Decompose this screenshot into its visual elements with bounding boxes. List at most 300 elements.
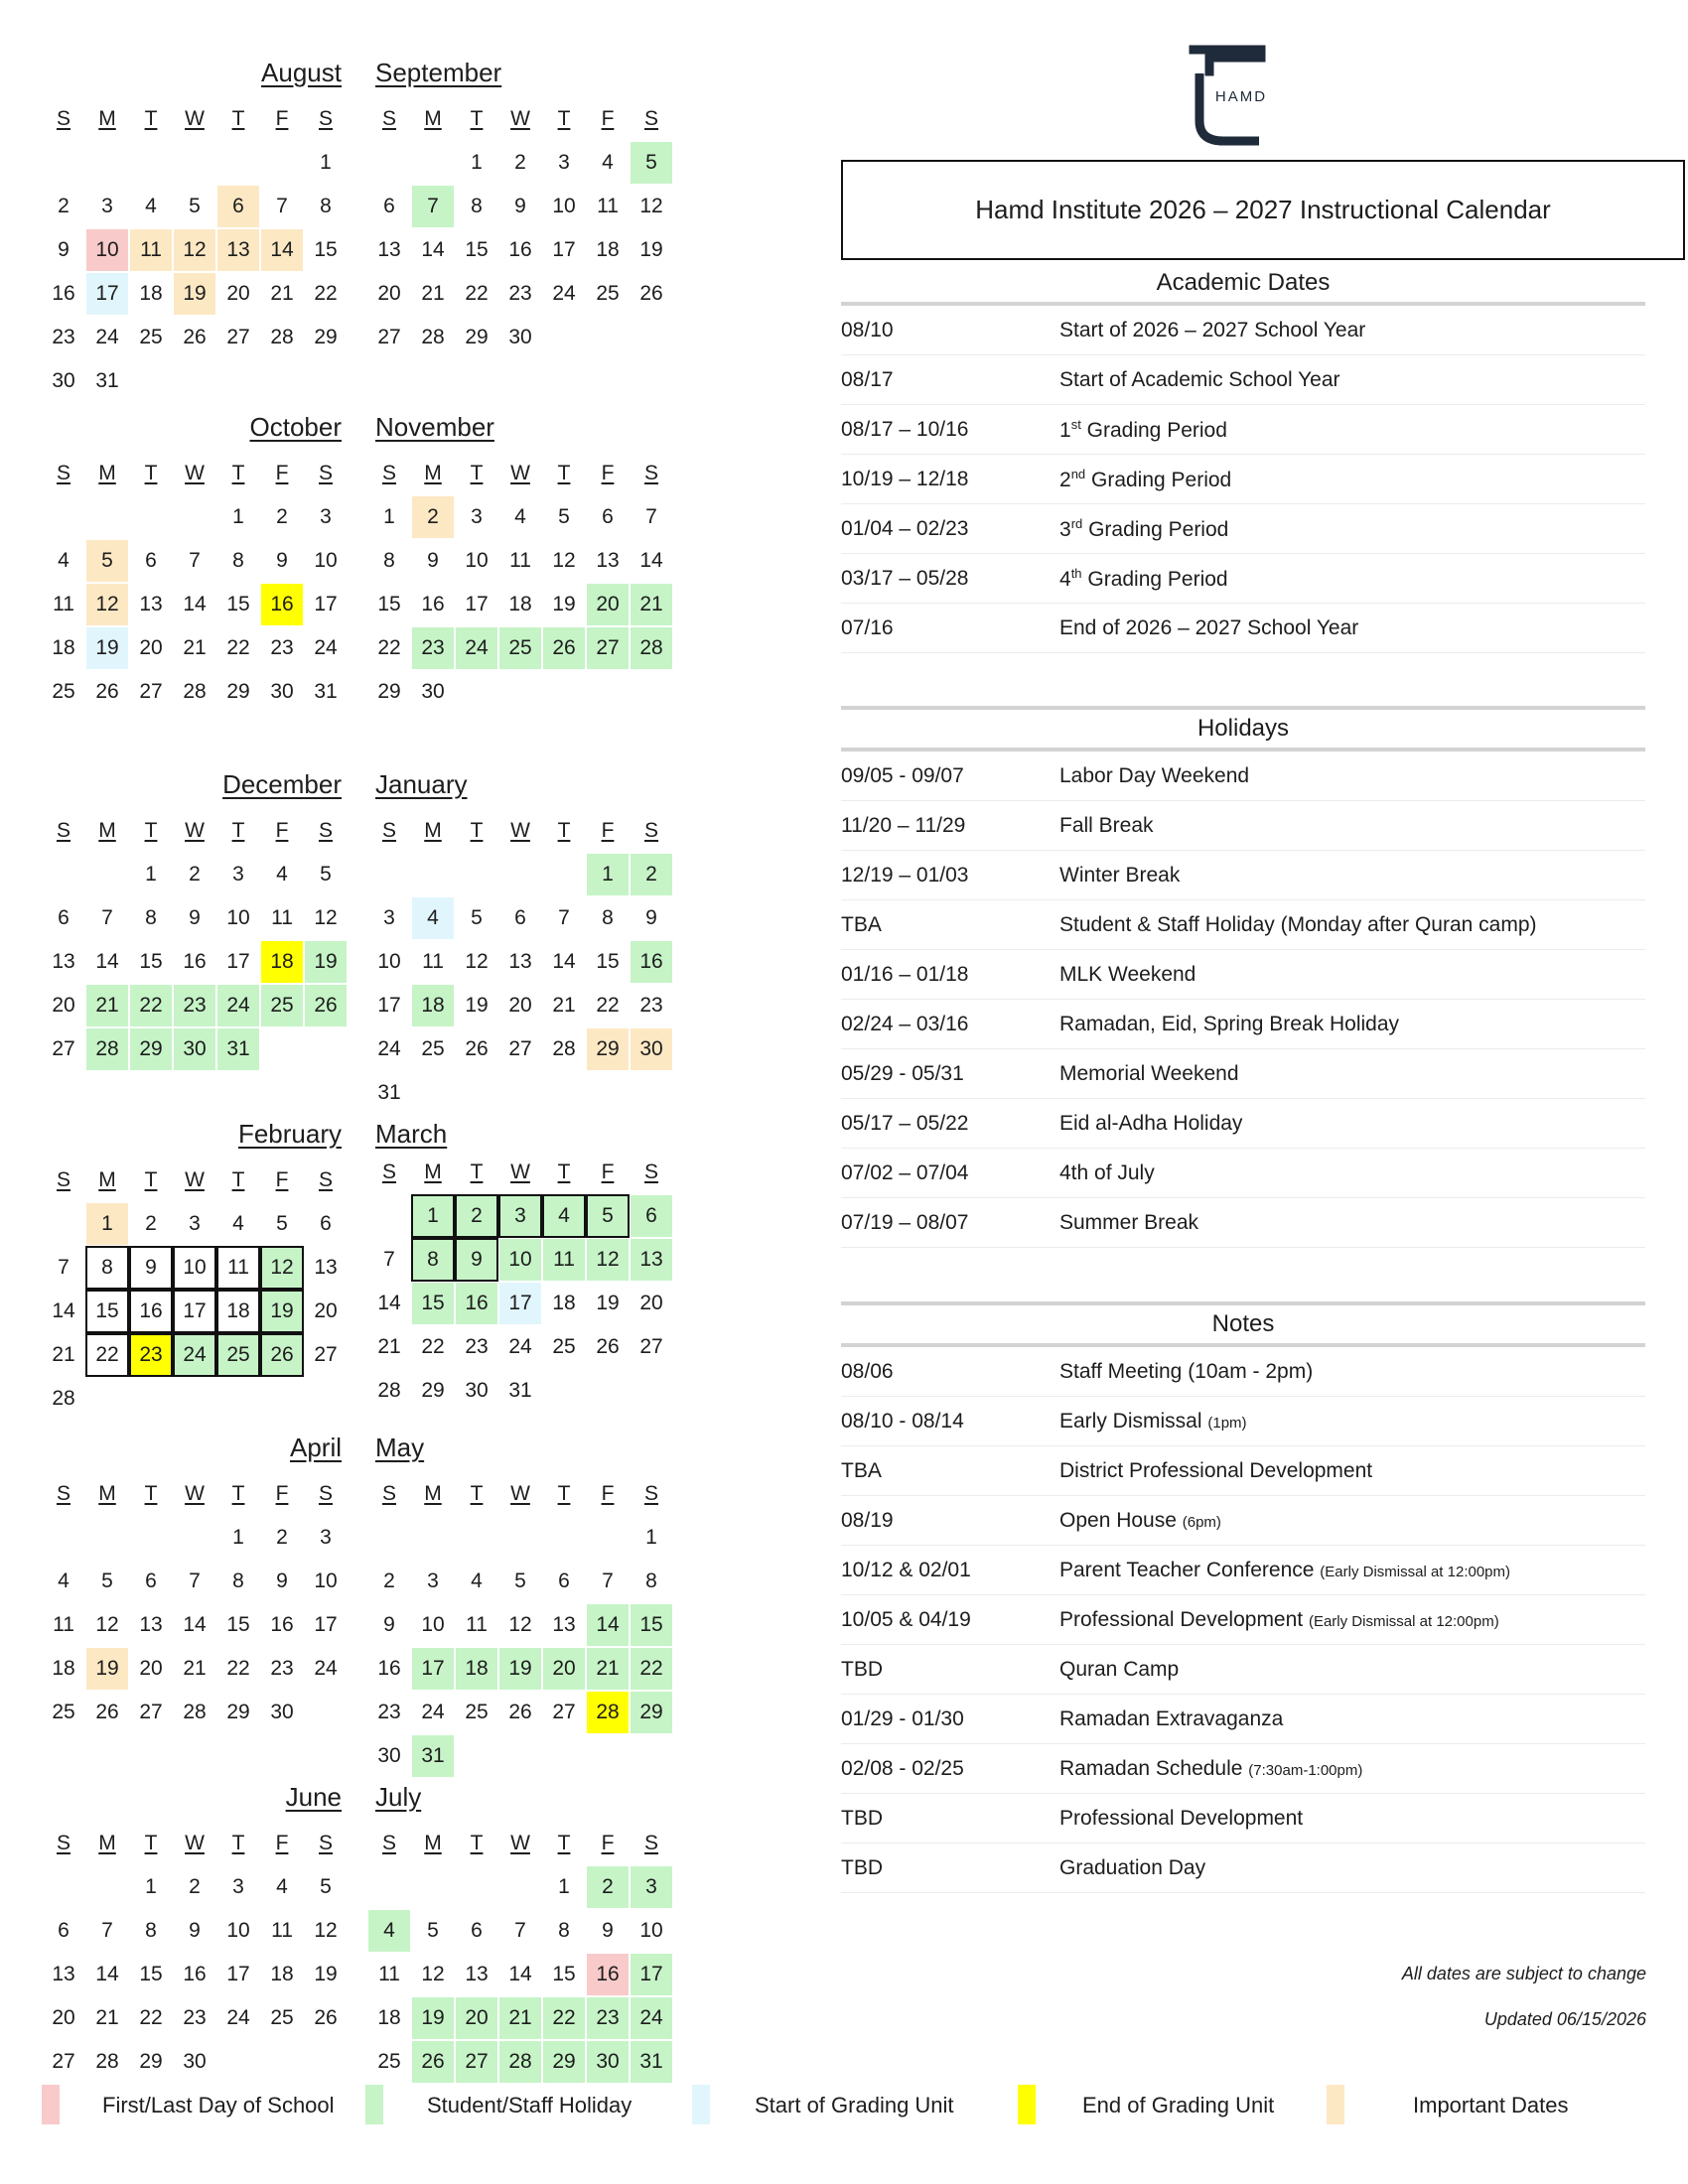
weekday-header: M [424, 462, 442, 484]
empty-cell [542, 1516, 586, 1560]
day-cell: 1 [232, 505, 244, 528]
row-date: TBA [841, 1458, 882, 1482]
day-cell: 8 [383, 549, 395, 572]
day-cell: 3 [232, 863, 244, 886]
day-cell: 24 [173, 1333, 216, 1377]
day-cell: 12 [260, 1246, 304, 1290]
day-cell: 4 [514, 505, 526, 528]
day-cell: 8 [145, 906, 157, 929]
day-cell: 28 [85, 1027, 129, 1071]
day-cell: 6 [602, 505, 614, 528]
row-description: Start of 2026 – 2027 School Year [1059, 318, 1366, 341]
weekday-header: T [470, 462, 484, 484]
weekday-header: T [557, 819, 571, 842]
day-cell: 21 [183, 636, 207, 659]
day-cell: 6 [383, 195, 395, 217]
day-cell: 22 [129, 984, 173, 1027]
day-cell: 15 [139, 950, 163, 973]
day-cell: 14 [95, 950, 119, 973]
day-cell: 19 [465, 994, 489, 1017]
month-february [42, 1117, 350, 1421]
row-description: Graduation Day [1059, 1855, 1206, 1879]
day-cell: 16 [455, 1282, 498, 1325]
day-cell: 23 [183, 2006, 207, 2029]
empty-cell [85, 1516, 129, 1560]
day-cell: 31 [508, 1379, 532, 1402]
month-october [42, 410, 350, 714]
day-cell: 6 [514, 906, 526, 929]
day-cell: 28 [270, 326, 294, 348]
weekday-header: T [231, 819, 245, 842]
weekday-header: F [601, 1832, 615, 1854]
day-cell: 29 [542, 2040, 586, 2084]
empty-cell [42, 1202, 85, 1246]
empty-cell [498, 1865, 542, 1909]
month-title: June [285, 1782, 342, 1812]
empty-cell [586, 1516, 630, 1560]
day-cell: 11 [271, 1919, 293, 1942]
notes-row [841, 1546, 1645, 1595]
day-cell: 29 [226, 680, 250, 703]
day-cell: 9 [645, 906, 657, 929]
weekday-header: T [557, 1832, 571, 1854]
legend-swatch-end-grading [1018, 2085, 1036, 2124]
weekday-header: M [424, 1160, 442, 1183]
day-cell: 26 [465, 1037, 489, 1060]
day-cell: 2 [586, 1865, 630, 1909]
day-cell: 22 [596, 994, 620, 1017]
day-cell: 23 [270, 1657, 294, 1680]
day-cell: 5 [427, 1919, 439, 1942]
day-cell: 24 [630, 1996, 673, 2040]
weekday-header: T [557, 1160, 571, 1183]
day-cell: 21 [52, 1343, 75, 1366]
day-cell: 22 [421, 1335, 445, 1358]
empty-cell [455, 1516, 498, 1560]
day-cell: 27 [52, 2050, 75, 2073]
day-cell: 28 [95, 2050, 119, 2073]
day-cell: 7 [383, 1248, 395, 1271]
notes-row [841, 1595, 1645, 1645]
notes-row [841, 1744, 1645, 1794]
day-cell: 23 [377, 1701, 401, 1723]
day-cell: 17 [85, 272, 129, 316]
empty-cell [42, 1516, 85, 1560]
month-may [367, 1431, 675, 1778]
day-cell: 30 [270, 680, 294, 703]
day-cell: 3 [498, 1194, 542, 1238]
row-description: Summer Break [1059, 1210, 1199, 1234]
day-cell: 25 [552, 1335, 576, 1358]
row-date: 05/29 - 05/31 [841, 1061, 964, 1085]
row-description: District Professional Development [1059, 1458, 1373, 1482]
weekday-header: T [144, 1482, 158, 1505]
day-cell: 15 [377, 593, 401, 615]
day-cell: 15 [139, 1963, 163, 1985]
day-cell: 11 [466, 1613, 488, 1636]
day-cell: 22 [226, 636, 250, 659]
day-cell: 17 [411, 1647, 455, 1691]
day-cell: 9 [58, 238, 70, 261]
row-date: 02/08 - 02/25 [841, 1756, 964, 1780]
day-cell: 20 [542, 1647, 586, 1691]
month-title: July [375, 1782, 422, 1812]
day-cell: 3 [320, 1526, 332, 1549]
day-cell: 25 [421, 1037, 445, 1060]
row-date: 09/05 - 09/07 [841, 763, 964, 787]
row-description: 3rd Grading Period [1059, 515, 1229, 541]
weekday-header: S [381, 819, 396, 842]
day-cell: 2 [145, 1212, 157, 1235]
day-cell: 27 [52, 1037, 75, 1060]
empty-cell [129, 495, 173, 539]
weekday-header: T [231, 107, 245, 130]
day-cell: 20 [139, 1657, 163, 1680]
day-cell: 18 [377, 2006, 401, 2029]
day-cell: 7 [411, 185, 455, 228]
row-date: 08/06 [841, 1359, 894, 1383]
day-cell: 21 [85, 984, 129, 1027]
day-cell: 24 [226, 2006, 250, 2029]
day-cell: 7 [58, 1256, 70, 1279]
section-heading: Notes [841, 1301, 1645, 1347]
day-cell: 10 [421, 1613, 445, 1636]
day-cell: 7 [189, 549, 201, 572]
day-cell: 10 [552, 195, 576, 217]
day-cell: 25 [260, 984, 304, 1027]
day-cell: 4 [276, 1875, 288, 1898]
row-date: TBD [841, 1657, 883, 1681]
month-june [42, 1780, 350, 2084]
day-cell: 7 [189, 1570, 201, 1592]
svg-text:INSTITUTE: INSTITUTE [1213, 128, 1265, 137]
day-cell: 20 [639, 1292, 663, 1314]
day-cell: 27 [314, 1343, 338, 1366]
day-cell: 15 [226, 593, 250, 615]
day-cell: 13 [377, 238, 401, 261]
day-cell: 4 [276, 863, 288, 886]
day-cell: 28 [183, 1701, 207, 1723]
academic-row [841, 504, 1645, 554]
holidays-row [841, 1099, 1645, 1149]
day-cell: 2 [276, 1526, 288, 1549]
month-july [367, 1780, 675, 2084]
day-cell: 2 [630, 853, 673, 896]
day-cell: 30 [377, 1744, 401, 1767]
day-cell: 17 [314, 593, 338, 615]
weekday-header: T [470, 1482, 484, 1505]
day-cell: 6 [58, 1919, 70, 1942]
legend-swatch-holiday [365, 2085, 383, 2124]
weekday-header: S [56, 1168, 70, 1191]
row-description: Eid al-Adha Holiday [1059, 1111, 1243, 1135]
weekday-header: T [144, 107, 158, 130]
day-cell: 18 [216, 1290, 260, 1333]
day-cell: 10 [639, 1919, 663, 1942]
weekday-header: S [318, 462, 333, 484]
day-cell: 26 [314, 2006, 338, 2029]
day-cell: 4 [58, 1570, 70, 1592]
day-cell: 28 [498, 2040, 542, 2084]
day-cell: 9 [276, 1570, 288, 1592]
academic-list [841, 306, 1645, 653]
day-cell: 29 [314, 326, 338, 348]
legend-label-start-grading: Start of Grading Unit [755, 2093, 954, 2117]
weekday-header: F [275, 1168, 289, 1191]
row-description: Ramadan Extravaganza [1059, 1706, 1284, 1730]
day-cell: 25 [270, 2006, 294, 2029]
day-cell: 25 [139, 326, 163, 348]
row-description: Parent Teacher Conference (Early Dismissal at 12:00pm) [1059, 1558, 1510, 1581]
holidays-section [841, 706, 1645, 1248]
day-cell: 2 [383, 1570, 395, 1592]
holidays-row [841, 851, 1645, 900]
notes-section [841, 1301, 1645, 1893]
day-cell: 8 [320, 195, 332, 217]
day-cell: 11 [53, 593, 74, 615]
month-april [42, 1431, 350, 1734]
month-september [367, 56, 675, 359]
day-cell: 11 [216, 1246, 260, 1290]
day-cell: 13 [52, 950, 75, 973]
day-cell: 12 [314, 906, 338, 929]
row-description: End of 2026 – 2027 School Year [1059, 615, 1359, 639]
row-date: 08/10 [841, 318, 894, 341]
weekday-header: T [144, 462, 158, 484]
weekday-header: F [275, 1482, 289, 1505]
day-cell: 30 [270, 1701, 294, 1723]
row-date: 07/02 – 07/04 [841, 1160, 969, 1184]
day-cell: 12 [586, 1238, 630, 1282]
day-cell: 14 [552, 950, 576, 973]
day-cell: 28 [630, 626, 673, 670]
row-date: 08/17 [841, 367, 894, 391]
day-cell: 18 [455, 1647, 498, 1691]
day-cell: 10 [314, 549, 338, 572]
day-cell: 29 [226, 1701, 250, 1723]
day-cell: 19 [639, 238, 663, 261]
day-cell: 6 [145, 1570, 157, 1592]
row-description: Professional Development (Early Dismissal at 12:00pm) [1059, 1607, 1499, 1631]
row-description: 2nd Grading Period [1059, 466, 1232, 491]
day-cell: 10 [377, 950, 401, 973]
weekday-header: M [424, 819, 442, 842]
day-cell: 19 [85, 626, 129, 670]
day-cell: 4 [471, 1570, 483, 1592]
day-cell: 1 [145, 863, 157, 886]
day-cell: 21 [498, 1996, 542, 2040]
day-cell: 18 [139, 282, 163, 305]
day-cell: 30 [508, 326, 532, 348]
notes-row [841, 1347, 1645, 1397]
weekday-header: W [510, 107, 530, 130]
day-cell: 14 [639, 549, 663, 572]
legend-label-end-grading: End of Grading Unit [1082, 2093, 1275, 2117]
day-cell: 8 [645, 1570, 657, 1592]
day-cell: 25 [52, 680, 75, 703]
month-august [42, 56, 350, 403]
day-cell: 17 [314, 1613, 338, 1636]
holidays-row [841, 950, 1645, 1000]
academic-dates-section [841, 264, 1645, 653]
weekday-header: T [557, 462, 571, 484]
row-date: TBD [841, 1855, 883, 1879]
row-date: 10/19 – 12/18 [841, 467, 969, 490]
day-cell: 24 [95, 326, 119, 348]
legend-label-holiday: Student/Staff Holiday [427, 2093, 633, 2117]
day-cell: 12 [314, 1919, 338, 1942]
day-cell: 21 [630, 583, 673, 626]
day-cell: 22 [377, 636, 401, 659]
row-description: Labor Day Weekend [1059, 763, 1250, 787]
weekday-header: S [56, 1482, 70, 1505]
day-cell: 27 [139, 1701, 163, 1723]
day-cell: 1 [85, 1202, 129, 1246]
month-grid [367, 97, 675, 359]
day-cell: 8 [471, 195, 483, 217]
day-cell: 19 [260, 1290, 304, 1333]
weekday-header: S [318, 1482, 333, 1505]
row-date: 08/10 - 08/14 [841, 1409, 964, 1433]
day-cell: 31 [630, 2040, 673, 2084]
day-cell: 11 [271, 906, 293, 929]
day-cell: 27 [139, 680, 163, 703]
day-cell: 26 [260, 1333, 304, 1377]
weekday-header: W [510, 1832, 530, 1854]
day-cell: 26 [596, 1335, 620, 1358]
day-cell: 7 [645, 505, 657, 528]
day-cell: 13 [596, 549, 620, 572]
day-cell: 11 [378, 1963, 400, 1985]
day-cell: 8 [602, 906, 614, 929]
day-cell: 24 [377, 1037, 401, 1060]
academic-row [841, 405, 1645, 455]
day-cell: 18 [552, 1292, 576, 1314]
month-grid [367, 1151, 675, 1413]
day-cell: 7 [276, 195, 288, 217]
updated-date-note: Updated 06/15/2026 [1483, 2009, 1646, 2029]
month-grid [42, 452, 350, 714]
day-cell: 12 [421, 1963, 445, 1985]
day-cell: 24 [216, 984, 260, 1027]
weekday-header: F [601, 819, 615, 842]
day-cell: 1 [232, 1526, 244, 1549]
empty-cell [411, 853, 455, 896]
day-cell: 16 [421, 593, 445, 615]
academic-row [841, 604, 1645, 653]
day-cell: 19 [411, 1996, 455, 2040]
weekday-header: S [643, 1482, 658, 1505]
day-cell: 24 [421, 1701, 445, 1723]
day-cell: 16 [129, 1290, 173, 1333]
weekday-header: S [643, 462, 658, 484]
academic-row [841, 355, 1645, 405]
legend-swatch-start-grading [692, 2085, 710, 2124]
day-cell: 24 [314, 636, 338, 659]
day-cell: 8 [232, 1570, 244, 1592]
day-cell: 25 [596, 282, 620, 305]
day-cell: 2 [189, 1875, 201, 1898]
calendar-title [841, 160, 1685, 260]
empty-cell [411, 1865, 455, 1909]
day-cell: 6 [58, 906, 70, 929]
row-date: 08/19 [841, 1508, 894, 1532]
day-cell: 18 [508, 593, 532, 615]
day-cell: 26 [411, 2040, 455, 2084]
day-cell: 26 [95, 1701, 119, 1723]
day-cell: 26 [542, 626, 586, 670]
day-cell: 2 [189, 863, 201, 886]
holidays-row [841, 801, 1645, 851]
day-cell: 13 [139, 1613, 163, 1636]
month-title: January [375, 769, 468, 799]
empty-cell [367, 1865, 411, 1909]
weekday-header: W [185, 107, 205, 130]
day-cell: 22 [542, 1996, 586, 2040]
empty-cell [216, 141, 260, 185]
day-cell: 13 [630, 1238, 673, 1282]
row-date: TBA [841, 912, 882, 936]
month-title: November [375, 412, 494, 442]
day-cell: 1 [586, 853, 630, 896]
month-grid [42, 97, 350, 403]
day-cell: 22 [314, 282, 338, 305]
month-title: February [237, 1119, 342, 1149]
month-title: October [249, 412, 342, 442]
empty-cell [42, 141, 85, 185]
notes-row [841, 1397, 1645, 1446]
weekday-header: T [470, 819, 484, 842]
academic-row [841, 306, 1645, 355]
day-cell: 27 [508, 1037, 532, 1060]
day-cell: 16 [270, 1613, 294, 1636]
day-cell: 21 [421, 282, 445, 305]
holidays-list [841, 751, 1645, 1248]
day-cell: 16 [183, 1963, 207, 1985]
day-cell: 8 [411, 1238, 455, 1282]
section-heading: Holidays [841, 706, 1645, 751]
day-cell: 3 [630, 1865, 673, 1909]
day-cell: 15 [85, 1290, 129, 1333]
empty-cell [367, 141, 411, 185]
weekday-header: T [144, 1168, 158, 1191]
day-cell: 17 [377, 994, 401, 1017]
day-cell: 10 [498, 1238, 542, 1282]
day-cell: 26 [508, 1701, 532, 1723]
day-cell: 2 [514, 151, 526, 174]
empty-cell [367, 1194, 411, 1238]
notes-row [841, 1645, 1645, 1695]
day-cell: 26 [95, 680, 119, 703]
legend-label-first-last: First/Last Day of School [102, 2093, 335, 2117]
day-cell: 10 [226, 1919, 250, 1942]
day-cell: 20 [508, 994, 532, 1017]
day-cell: 5 [101, 1570, 113, 1592]
day-cell: 3 [471, 505, 483, 528]
weekday-header: F [601, 1482, 615, 1505]
day-cell: 31 [216, 1027, 260, 1071]
weekday-header: F [275, 107, 289, 130]
row-description: 1st Grading Period [1059, 416, 1227, 442]
weekday-header: W [185, 819, 205, 842]
weekday-header: T [144, 819, 158, 842]
day-cell: 11 [509, 549, 531, 572]
weekday-header: F [275, 819, 289, 842]
day-cell: 17 [226, 950, 250, 973]
day-cell: 30 [465, 1379, 489, 1402]
day-cell: 7 [602, 1570, 614, 1592]
day-cell: 23 [639, 994, 663, 1017]
